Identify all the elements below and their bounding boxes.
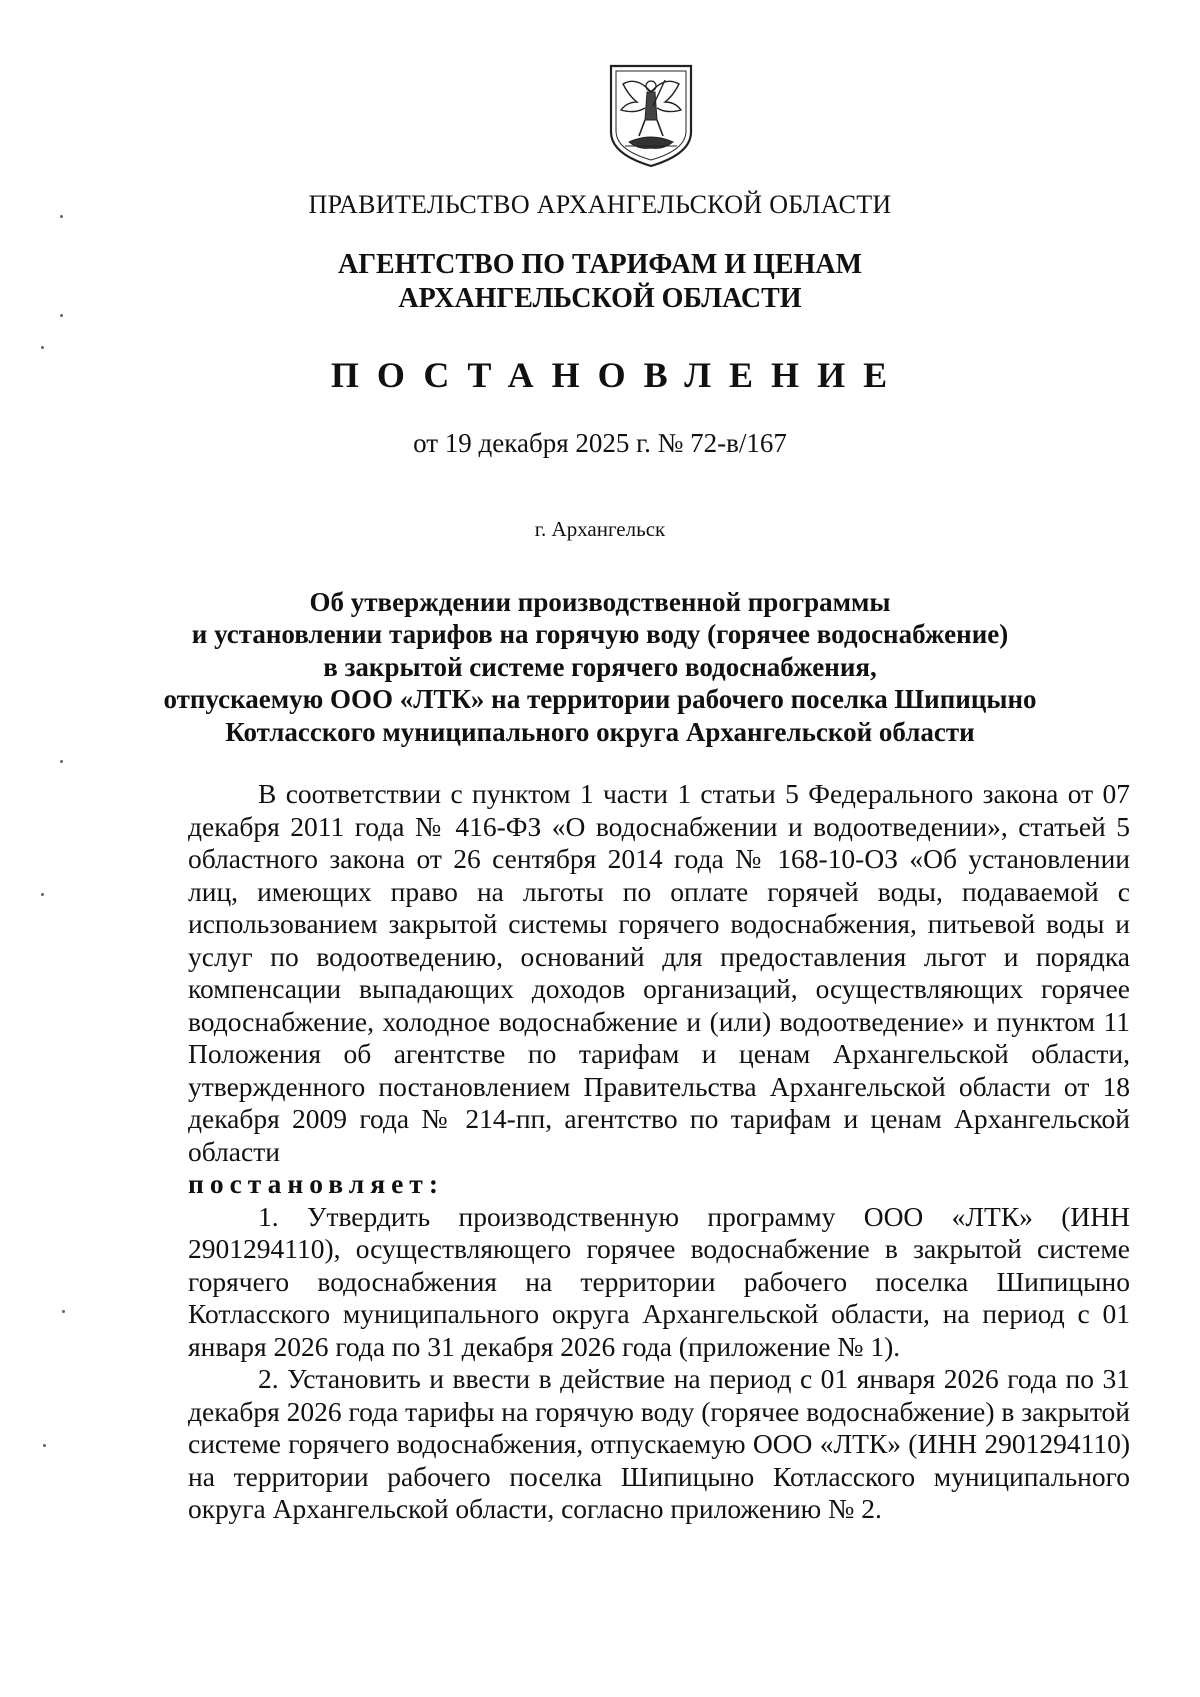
scan-speck — [60, 314, 63, 317]
document-title — [0, 586, 1200, 748]
scan-speck — [60, 215, 63, 218]
agency-heading-line-2: АРХАНГЕЛЬСКОЙ ОБЛАСТИ — [398, 283, 802, 314]
resolves-word: постановляет: — [188, 1168, 444, 1199]
scan-speck — [62, 1310, 65, 1313]
government-heading: ПРАВИТЕЛЬСТВО АРХАНГЕЛЬСКОЙ ОБЛАСТИ — [308, 190, 892, 219]
title-line: и установлении тарифов на горячую воду (горячее водоснабжение) — [191, 619, 1009, 650]
scan-speck — [41, 346, 44, 349]
scan-speck — [41, 893, 44, 896]
scan-speck — [43, 1444, 46, 1447]
city: г. Архангельск — [534, 517, 666, 541]
title-line: Об утверждении производственной программы — [309, 587, 891, 617]
date-and-number: от 19 декабря 2025 г. № 72-в/167 — [413, 428, 787, 458]
agency-heading-line-1: АГЕНТСТВО ПО ТАРИФАМ И ЦЕНАМ — [337, 249, 863, 280]
agency-heading — [0, 248, 1200, 316]
item-1-paragraph: 1. Утвердить производственную программу ООО «ЛТК» (ИНН 2901294110), осуществляющего горячее водоснабжение в закрытой системе горячего водоснабжения на территории рабочего поселка Шипицыно Котласского муниципального округа Архангельской области, на период с 01 января 2026 года по 31 декабря 2026 года (приложение № 1). — [188, 1200, 1130, 1362]
preamble-paragraph: В соответствии с пунктом 1 части 1 статьи 5 Федерального закона от 07 декабря 2011 года № 416-ФЗ «О водоснабжении и водоотведении», статьей 5 областного закона от 26 сентября 2014 года № 168-10-ОЗ «Об установлении лиц, имеющих право на льготы по оплате горячей воды, подаваемой с использованием закрытой системы горячего водоснабжения, питьевой воды и услуг по водоотведению, оснований для предоставления льгот и порядка компенсации выпадающих доходов организаций, осуществляющих горячее водоснабжение, холодное водоснабжение и (или) водоотведение» и пунктом 11 Положения об агентстве по тарифам и ценам Архангельской области, утвержденного постановлением Правительства Архангельской области от 18 декабря 2009 года № 214-пп, агентство по тарифам и ценам Архангельской области — [188, 778, 1130, 1167]
title-line: отпускаемую ООО «ЛТК» на территории рабочего поселка Шипицыно — [163, 684, 1037, 715]
document-type: ПОСТАНОВЛЕНИЕ — [330, 355, 906, 395]
document-body — [188, 778, 1130, 1526]
title-line: в закрытой системе горячего водоснабжения, — [323, 651, 877, 682]
scan-speck — [60, 760, 63, 763]
item-2-paragraph: 2. Установить и ввести в действие на период с 01 января 2026 года по 31 декабря 2026 года тарифы на горячую воду (горячее водоснабжение) в закрытой системе горячего водоснабжения, отпускаемую ООО «ЛТК» (ИНН 2901294110) на территории рабочего поселка Шипицыно Котласского муниципального округа Архангельской области, согласно приложению № 2. — [188, 1363, 1131, 1524]
title-line: Котласского муниципального округа Архангельской области — [225, 716, 975, 747]
coat-of-arms-icon — [607, 62, 695, 170]
